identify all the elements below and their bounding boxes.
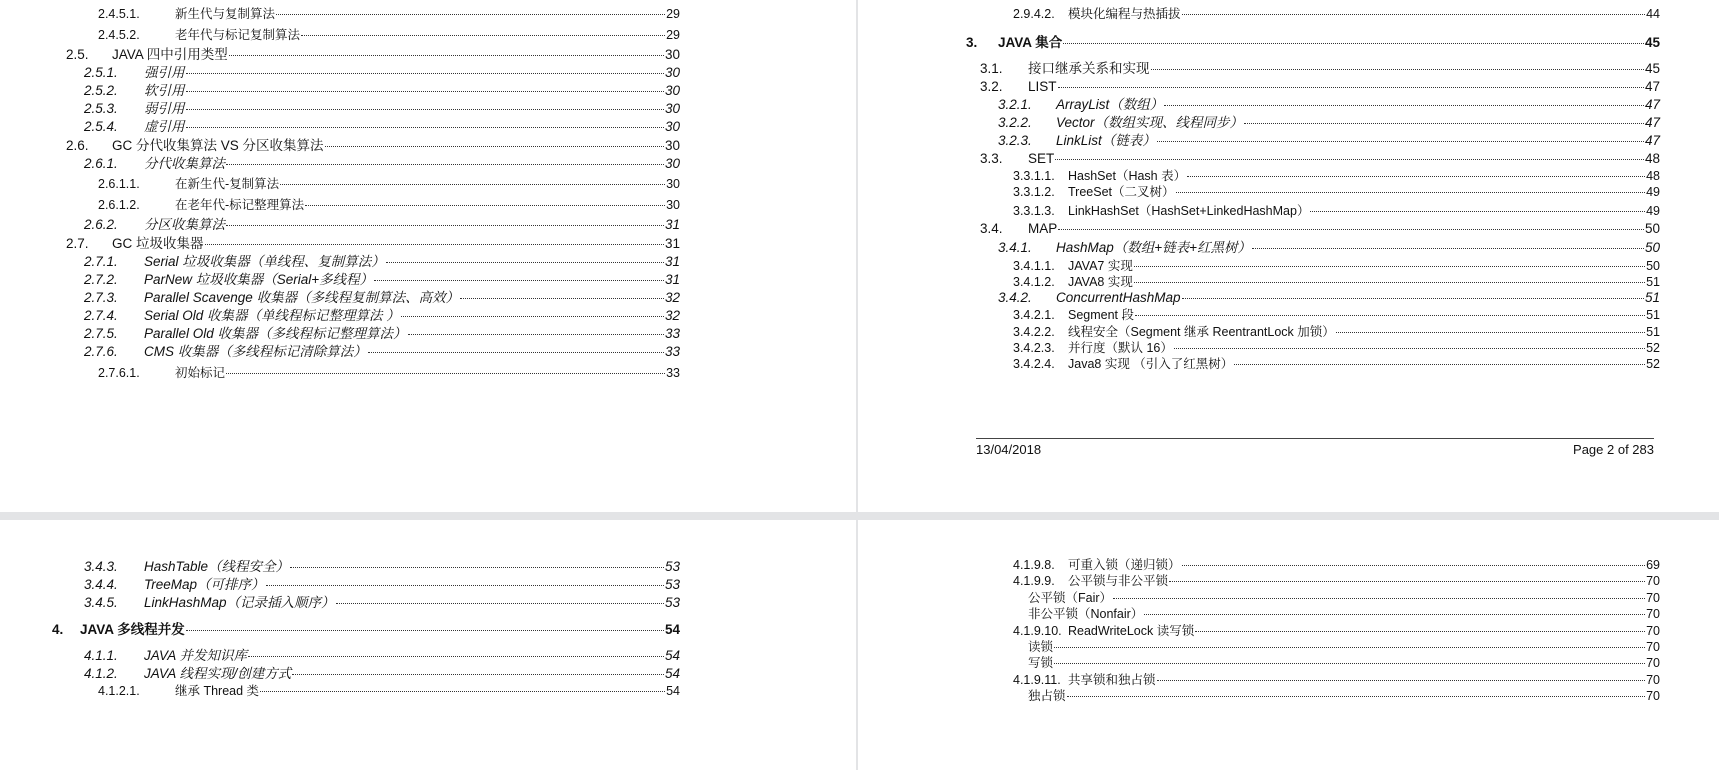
toc-entry-page: 48	[1644, 151, 1660, 166]
toc-entry[interactable]	[998, 97, 1660, 113]
toc-entry-page: 53	[664, 577, 680, 592]
toc-entry-number: 4.1.1.	[84, 648, 118, 663]
toc-entry-page: 30	[664, 47, 680, 62]
toc-dot-leader	[305, 205, 665, 206]
toc-dot-leader	[292, 674, 664, 675]
toc-entry-title: LIST	[1028, 79, 1057, 94]
toc-entry-page: 30	[666, 177, 680, 191]
toc-dot-leader	[1252, 248, 1644, 249]
toc-dot-leader	[1135, 315, 1645, 316]
toc-entry-page: 52	[1646, 341, 1660, 355]
toc-entry-number: 2.9.4.2.	[1013, 7, 1055, 21]
toc-entry[interactable]	[84, 308, 680, 324]
toc-entry-page: 31	[664, 272, 680, 287]
toc-entry-page: 47	[1644, 79, 1660, 94]
toc-entry[interactable]	[98, 176, 680, 192]
toc-entry[interactable]	[84, 65, 680, 81]
toc-entry-page: 69	[1646, 558, 1660, 572]
toc-entry-page: 30	[666, 198, 680, 212]
document-page-bottom-left	[0, 520, 856, 770]
toc-entry[interactable]	[1028, 639, 1660, 655]
toc-dot-leader	[1054, 663, 1645, 664]
footer-page-number: Page 2 of 283	[1573, 442, 1654, 457]
toc-entry-page: 70	[1646, 624, 1660, 638]
toc-dot-leader	[186, 91, 664, 92]
toc-entry-number: 2.7.6.	[84, 344, 118, 359]
toc-entry-number: 2.4.5.1.	[98, 7, 140, 21]
toc-entry[interactable]	[84, 648, 680, 664]
toc-entry-page: 30	[664, 101, 680, 116]
toc-entry-page: 51	[1644, 290, 1660, 305]
toc-dot-leader	[1195, 631, 1645, 632]
toc-entry-title: GC 分代收集算法 VS 分区收集算法	[112, 138, 324, 153]
toc-dot-leader	[301, 35, 665, 36]
toc-entry[interactable]	[998, 115, 1660, 131]
toc-entry-number: 3.2.	[980, 79, 1003, 94]
toc-dot-leader	[1151, 69, 1644, 70]
toc-entry[interactable]	[1013, 6, 1660, 22]
toc-entry-page: 51	[1646, 325, 1660, 339]
toc-entry[interactable]	[1028, 606, 1660, 622]
toc-entry[interactable]	[1013, 258, 1660, 274]
toc-entry-title: 老年代与标记复制算法	[175, 28, 301, 42]
toc-entry-title: 接口继承关系和实现	[1028, 61, 1150, 76]
toc-entry-page: 30	[664, 138, 680, 153]
toc-entry-number: 2.7.	[66, 236, 89, 251]
toc-dot-leader	[336, 603, 664, 604]
toc-entry-title: ParNew 垃圾收集器（Serial+多线程）	[144, 272, 374, 287]
toc-entry-page: 44	[1646, 7, 1660, 21]
toc-entry-page: 47	[1644, 115, 1660, 130]
toc-entry-title: Java8 实现 （引入了红黑树）	[1068, 357, 1234, 371]
toc-dot-leader	[1157, 680, 1646, 681]
toc-entry-title: 虚引用	[144, 119, 185, 134]
toc-entry-number: 3.1.	[980, 61, 1003, 76]
toc-entry-page: 50	[1646, 259, 1660, 273]
toc-entry-title: CMS 收集器（多线程标记清除算法）	[144, 344, 367, 359]
toc-entry[interactable]	[84, 595, 680, 611]
toc-entry-number: 3.3.1.1.	[1013, 169, 1055, 183]
toc-entry-number: 3.2.3.	[998, 133, 1032, 148]
toc-entry-page: 70	[1646, 689, 1660, 703]
toc-entry[interactable]	[1028, 688, 1660, 704]
toc-entry-title: 并行度（默认 16）	[1068, 341, 1173, 355]
toc-entry-title: LinkList（链表）	[1056, 133, 1156, 148]
toc-entry-page: 30	[664, 65, 680, 80]
toc-entry[interactable]	[1028, 655, 1660, 671]
toc-entry-page: 45	[1644, 35, 1660, 50]
toc-entry-number: 3.4.2.1.	[1013, 308, 1055, 322]
toc-list	[0, 0, 856, 512]
toc-entry-title: JAVA 并发知识库	[144, 648, 248, 663]
toc-entry[interactable]	[1013, 573, 1660, 589]
toc-entry-title: 初始标记	[175, 366, 226, 380]
toc-entry[interactable]	[84, 326, 680, 342]
toc-entry-page: 53	[664, 559, 680, 574]
toc-entry-number: 4.1.9.11.	[1013, 673, 1061, 687]
toc-entry-title: 弱引用	[144, 101, 185, 116]
toc-entry-page: 54	[664, 622, 680, 637]
toc-entry-title: 继承 Thread 类	[175, 684, 260, 698]
toc-entry[interactable]	[1013, 184, 1660, 200]
toc-entry-title: ConcurrentHashMap	[1056, 290, 1181, 305]
toc-entry-title: JAVA 四中引用类型	[112, 47, 228, 62]
toc-entry-number: 3.4.1.	[998, 240, 1032, 255]
toc-entry-number: 3.4.1.2.	[1013, 275, 1055, 289]
toc-entry[interactable]	[84, 577, 680, 593]
toc-entry-number: 3.4.5.	[84, 595, 118, 610]
toc-dot-leader	[460, 298, 664, 299]
toc-entry-page: 53	[664, 595, 680, 610]
toc-entry-number: 2.6.	[66, 138, 89, 153]
toc-dot-leader	[1063, 43, 1644, 44]
toc-entry-title: 共享锁和独占锁	[1068, 673, 1156, 687]
toc-dot-leader	[248, 656, 664, 657]
toc-dot-leader	[266, 585, 664, 586]
toc-entry-title: SET	[1028, 151, 1055, 166]
document-page-top-left	[0, 0, 856, 512]
toc-entry-title: JAVA8 实现	[1068, 275, 1133, 289]
toc-dot-leader	[401, 316, 664, 317]
toc-dot-leader	[1055, 159, 1644, 160]
toc-entry-page: 47	[1644, 97, 1660, 112]
toc-dot-leader	[1182, 565, 1646, 566]
toc-entry[interactable]	[66, 138, 680, 154]
toc-entry-number: 2.5.4.	[84, 119, 118, 134]
toc-entry-title: 非公平锁（Nonfair）	[1028, 607, 1144, 621]
toc-entry-number: 2.7.6.1.	[98, 366, 140, 380]
toc-entry-title: JAVA 线程实现/创建方式	[144, 666, 292, 681]
toc-dot-leader	[1113, 598, 1645, 599]
toc-entry[interactable]	[966, 35, 1660, 51]
toc-dot-leader	[1144, 614, 1645, 615]
toc-entry-page: 33	[666, 366, 680, 380]
toc-entry-number: 3.3.1.2.	[1013, 185, 1055, 199]
toc-dot-leader	[226, 373, 665, 374]
document-page-top-right	[858, 0, 1719, 512]
toc-dot-leader	[186, 630, 664, 631]
toc-entry[interactable]	[998, 290, 1660, 306]
toc-entry-page: 49	[1646, 204, 1660, 218]
toc-entry-page: 70	[1646, 640, 1660, 654]
toc-entry-page: 30	[664, 83, 680, 98]
toc-entry-title: TreeSet（二叉树）	[1068, 185, 1175, 199]
toc-entry[interactable]	[1013, 168, 1660, 184]
toc-entry[interactable]	[1013, 672, 1660, 688]
toc-entry-title: HashSet（Hash 表）	[1068, 169, 1187, 183]
toc-entry-title: ReadWriteLock 读写锁	[1068, 624, 1195, 638]
toc-entry-number: 2.6.1.	[84, 156, 118, 171]
toc-entry[interactable]	[98, 27, 680, 43]
toc-entry-page: 31	[664, 217, 680, 232]
toc-entry-page: 52	[1646, 357, 1660, 371]
toc-entry-title: 公平锁与非公平锁	[1068, 574, 1169, 588]
toc-entry-title: HashMap（数组+链表+红黑树）	[1056, 240, 1252, 255]
toc-entry-number: 4.	[52, 622, 64, 637]
toc-entry-number: 2.6.2.	[84, 217, 118, 232]
toc-entry-title: TreeMap（可排序）	[144, 577, 265, 592]
toc-entry[interactable]	[84, 83, 680, 99]
toc-dot-leader	[1310, 211, 1645, 212]
toc-entry-number: 4.1.2.1.	[98, 684, 140, 698]
toc-dot-leader	[1164, 105, 1644, 106]
toc-entry-title: 分代收集算法	[144, 156, 225, 171]
document-page-bottom-right	[858, 520, 1719, 770]
toc-entry-title: 在新生代-复制算法	[175, 177, 280, 191]
toc-dot-leader	[290, 567, 664, 568]
toc-entry-number: 2.7.2.	[84, 272, 118, 287]
toc-entry[interactable]	[84, 666, 680, 682]
toc-dot-leader	[226, 164, 664, 165]
toc-entry[interactable]	[52, 622, 680, 638]
toc-entry-title: MAP	[1028, 221, 1058, 236]
toc-entry[interactable]	[84, 156, 680, 172]
toc-entry-title: 新生代与复制算法	[175, 7, 276, 21]
toc-entry-number: 4.1.9.9.	[1013, 574, 1055, 588]
toc-entry-page: 70	[1646, 574, 1660, 588]
toc-entry-page: 32	[664, 290, 680, 305]
toc-entry-title: LinkHashMap（记录插入顺序）	[144, 595, 335, 610]
toc-list	[858, 520, 1719, 770]
toc-entry-number: 2.5.2.	[84, 83, 118, 98]
toc-entry[interactable]	[1013, 203, 1660, 219]
toc-entry-page: 33	[664, 344, 680, 359]
toc-dot-leader	[1058, 87, 1644, 88]
toc-entry-number: 2.6.1.2.	[98, 198, 140, 212]
toc-dot-leader	[1176, 192, 1646, 193]
toc-dot-leader	[408, 334, 664, 335]
toc-entry-page: 70	[1646, 607, 1660, 621]
toc-entry-page: 49	[1646, 185, 1660, 199]
toc-entry-page: 51	[1646, 308, 1660, 322]
toc-dot-leader	[186, 109, 664, 110]
toc-entry-page: 31	[664, 254, 680, 269]
toc-entry[interactable]	[84, 119, 680, 135]
toc-entry-number: 4.1.9.8.	[1013, 558, 1055, 572]
toc-dot-leader	[368, 352, 664, 353]
toc-entry-number: 2.7.1.	[84, 254, 118, 269]
toc-entry-page: 70	[1646, 656, 1660, 670]
toc-entry-number: 3.4.2.4.	[1013, 357, 1055, 371]
toc-dot-leader	[374, 280, 664, 281]
toc-entry[interactable]	[980, 61, 1660, 77]
toc-dot-leader	[1244, 123, 1644, 124]
toc-entry-title: 模块化编程与热插拔	[1068, 7, 1181, 21]
toc-entry-number: 3.4.2.3.	[1013, 341, 1055, 355]
page-footer	[976, 438, 1654, 463]
toc-entry[interactable]	[98, 365, 680, 381]
toc-entry-title: 可重入锁（递归锁）	[1068, 558, 1181, 572]
toc-entry-number: 2.7.5.	[84, 326, 118, 341]
toc-entry[interactable]	[1013, 324, 1660, 340]
toc-entry-page: 70	[1646, 673, 1660, 687]
toc-entry-title: Parallel Scavenge 收集器（多线程复制算法、高效）	[144, 290, 460, 305]
toc-entry-page: 29	[666, 28, 680, 42]
toc-entry-page: 54	[666, 684, 680, 698]
toc-entry-title: JAVA 多线程并发	[80, 622, 185, 637]
toc-entry[interactable]	[84, 217, 680, 233]
toc-entry-title: Parallel Old 收集器（多线程标记整理算法）	[144, 326, 407, 341]
toc-dot-leader	[260, 691, 665, 692]
toc-entry-page: 45	[1644, 61, 1660, 76]
toc-dot-leader	[1336, 332, 1645, 333]
toc-entry-number: 3.2.2.	[998, 115, 1032, 130]
toc-entry-number: 3.4.3.	[84, 559, 118, 574]
toc-dot-leader	[1054, 647, 1645, 648]
toc-entry-number: 2.7.4.	[84, 308, 118, 323]
toc-dot-leader	[1187, 176, 1645, 177]
toc-dot-leader	[205, 244, 664, 245]
toc-entry-title: 软引用	[144, 83, 185, 98]
toc-entry[interactable]	[84, 559, 680, 575]
toc-dot-leader	[186, 73, 664, 74]
toc-entry-title: 读锁	[1028, 640, 1054, 654]
toc-entry[interactable]	[66, 47, 680, 63]
toc-entry-page: 30	[664, 156, 680, 171]
toc-entry-number: 4.1.9.10.	[1013, 624, 1062, 638]
toc-dot-leader	[1234, 364, 1645, 365]
toc-entry-page: 54	[664, 648, 680, 663]
toc-dot-leader	[325, 146, 664, 147]
toc-entry-title: JAVA7 实现	[1068, 259, 1133, 273]
toc-entry[interactable]	[1013, 274, 1660, 290]
toc-dot-leader	[1169, 581, 1645, 582]
toc-entry-title: ArrayList（数组）	[1056, 97, 1164, 112]
toc-entry[interactable]	[84, 254, 680, 270]
toc-entry-title: HashTable（线程安全）	[144, 559, 290, 574]
toc-dot-leader	[1134, 282, 1645, 283]
toc-entry-number: 2.5.1.	[84, 65, 118, 80]
toc-entry[interactable]	[980, 151, 1660, 167]
toc-entry[interactable]	[1028, 590, 1660, 606]
page-separator-horizontal	[0, 512, 1719, 520]
toc-dot-leader	[1174, 348, 1645, 349]
toc-entry-number: 3.4.2.2.	[1013, 325, 1055, 339]
toc-entry[interactable]	[98, 197, 680, 213]
toc-entry-title: GC 垃圾收集器	[112, 236, 204, 251]
toc-entry-title: 写锁	[1028, 656, 1054, 670]
toc-entry-title: 线程安全（Segment 继承 ReentrantLock 加锁）	[1068, 325, 1335, 339]
toc-entry-number: 3.4.4.	[84, 577, 118, 592]
toc-entry[interactable]	[84, 272, 680, 288]
toc-entry[interactable]	[1013, 557, 1660, 573]
toc-entry-number: 2.7.3.	[84, 290, 118, 305]
toc-entry[interactable]	[998, 133, 1660, 149]
toc-entry-number: 3.3.	[980, 151, 1003, 166]
toc-entry-page: 47	[1644, 133, 1660, 148]
toc-entry[interactable]	[84, 101, 680, 117]
toc-entry-page: 54	[664, 666, 680, 681]
toc-entry[interactable]	[66, 236, 680, 252]
toc-dot-leader	[1058, 229, 1644, 230]
toc-dot-leader	[186, 127, 664, 128]
toc-entry-title: Serial 垃圾收集器（单线程、复制算法）	[144, 254, 385, 269]
toc-entry[interactable]	[980, 221, 1660, 237]
toc-entry-number: 3.2.1.	[998, 97, 1032, 112]
toc-entry-page: 50	[1644, 221, 1660, 236]
toc-entry[interactable]	[1013, 307, 1660, 323]
toc-dot-leader	[1157, 141, 1644, 142]
toc-dot-leader	[280, 184, 665, 185]
toc-entry-page: 48	[1646, 169, 1660, 183]
toc-entry[interactable]	[1013, 340, 1660, 356]
toc-entry-number: 2.6.1.1.	[98, 177, 140, 191]
toc-entry-number: 2.5.3.	[84, 101, 118, 116]
toc-list	[858, 0, 1719, 512]
toc-entry-page: 32	[664, 308, 680, 323]
toc-dot-leader	[1182, 298, 1644, 299]
toc-entry-number: 2.4.5.2.	[98, 28, 140, 42]
toc-entry-title: 在老年代-标记整理算法	[175, 198, 305, 212]
toc-dot-leader	[1067, 696, 1646, 697]
toc-entry-title: 公平锁（Fair）	[1028, 591, 1113, 605]
toc-entry-page: 70	[1646, 591, 1660, 605]
toc-entry-number: 3.3.1.3.	[1013, 204, 1055, 218]
toc-entry-number: 3.4.1.1.	[1013, 259, 1055, 273]
toc-entry-number: 3.4.	[980, 221, 1003, 236]
toc-dot-leader	[1134, 266, 1645, 267]
toc-entry-title: 分区收集算法	[144, 217, 225, 232]
toc-list	[0, 520, 856, 770]
toc-entry-number: 3.4.2.	[998, 290, 1032, 305]
toc-entry[interactable]	[98, 683, 680, 699]
toc-dot-leader	[276, 14, 665, 15]
toc-entry-page: 30	[664, 119, 680, 134]
toc-dot-leader	[226, 225, 664, 226]
toc-entry[interactable]	[998, 240, 1660, 256]
toc-entry[interactable]	[84, 290, 680, 306]
toc-entry-page: 29	[666, 7, 680, 21]
toc-entry-title: 独占锁	[1028, 689, 1066, 703]
footer-date: 13/04/2018	[976, 442, 1042, 457]
toc-entry[interactable]	[1013, 356, 1660, 372]
toc-entry[interactable]	[98, 6, 680, 22]
toc-entry[interactable]	[1013, 623, 1660, 639]
toc-dot-leader	[386, 262, 664, 263]
toc-entry-page: 33	[664, 326, 680, 341]
toc-entry-title: JAVA 集合	[998, 35, 1063, 50]
toc-entry-title: Vector（数组实现、线程同步）	[1056, 115, 1244, 130]
toc-entry-title: Serial Old 收集器（单线程标记整理算法 ）	[144, 308, 400, 323]
toc-entry[interactable]	[84, 344, 680, 360]
toc-entry-page: 51	[1646, 275, 1660, 289]
toc-entry[interactable]	[980, 79, 1660, 95]
toc-entry-number: 3.	[966, 35, 978, 50]
toc-dot-leader	[1182, 14, 1646, 15]
toc-entry-page: 50	[1644, 240, 1660, 255]
toc-entry-title: 强引用	[144, 65, 185, 80]
toc-entry-number: 4.1.2.	[84, 666, 118, 681]
toc-entry-number: 2.5.	[66, 47, 89, 62]
toc-entry-title: Segment 段	[1068, 308, 1135, 322]
toc-entry-title: LinkHashSet（HashSet+LinkedHashMap）	[1068, 204, 1310, 218]
toc-entry-page: 31	[664, 236, 680, 251]
toc-dot-leader	[229, 55, 664, 56]
